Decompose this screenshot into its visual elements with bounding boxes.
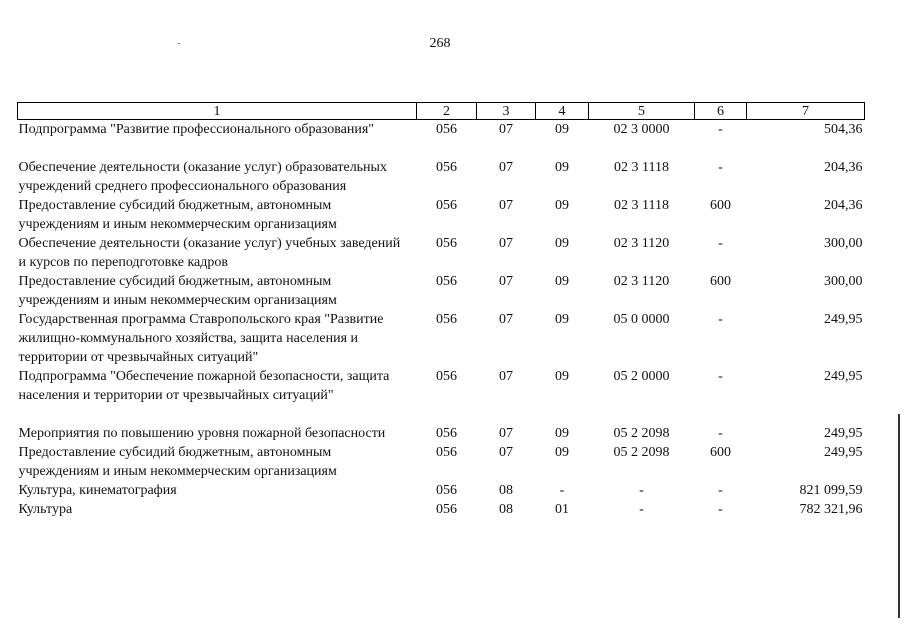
row-section-cell: 07 <box>499 312 513 327</box>
row-target-item-cell: - <box>639 483 644 498</box>
row-expense-type-cell: - <box>718 236 723 251</box>
table-row <box>18 424 865 443</box>
row-admin-code-cell: 056 <box>436 274 457 289</box>
row-section-cell: 07 <box>499 445 513 460</box>
header-row <box>18 103 865 120</box>
row-name-cell: Подпрограмма "Обеспечение пожарной безопасности, защита населения и территории от чрезвычайных ситуаций" <box>18 369 390 403</box>
row-expense-type-cell: - <box>718 369 723 384</box>
row-amount-cell: 782 321,96 <box>799 502 863 517</box>
row-admin-code-cell: 056 <box>436 160 457 175</box>
row-section-cell: 07 <box>499 122 513 137</box>
header-col-4: 4 <box>536 103 589 120</box>
table-row <box>18 310 865 367</box>
row-subsection-cell: 09 <box>555 426 569 441</box>
row-admin-code-cell: 056 <box>436 483 457 498</box>
row-name-cell: Культура, кинематография <box>18 483 177 498</box>
table-body <box>18 120 865 520</box>
row-amount-cell: 249,95 <box>824 445 863 460</box>
row-target-item-cell: 05 0 0000 <box>613 312 670 327</box>
table-row <box>18 367 865 405</box>
row-expense-type-cell: 600 <box>710 274 731 289</box>
row-name-cell: Предоставление субсидий бюджетным, автономным учреждениям и иным некоммерческим организациям <box>18 274 337 308</box>
row-subsection-cell: 09 <box>555 236 569 251</box>
row-section-cell: 08 <box>499 483 513 498</box>
row-target-item-cell: 05 2 2098 <box>613 426 670 441</box>
row-admin-code-cell: 056 <box>436 445 457 460</box>
row-admin-code-cell: 056 <box>436 122 457 137</box>
row-expense-type-cell: - <box>718 312 723 327</box>
row-amount-cell: 300,00 <box>824 274 863 289</box>
row-name-cell: Обеспечение деятельности (оказание услуг) образовательных учреждений среднего профессионального образования <box>18 160 387 194</box>
row-admin-code-cell: 056 <box>436 502 457 517</box>
row-target-item-cell: 05 2 2098 <box>613 445 670 460</box>
row-target-item-cell: 02 3 1120 <box>613 274 670 289</box>
row-amount-cell: 249,95 <box>824 369 863 384</box>
row-expense-type-cell: - <box>718 502 723 517</box>
row-expense-type-cell: - <box>718 426 723 441</box>
header-col-6: 6 <box>695 103 747 120</box>
table-row <box>18 272 865 310</box>
spacer-cell <box>18 405 865 424</box>
row-subsection-cell: - <box>559 483 565 498</box>
row-name-cell: Подпрограмма "Развитие профессионального образования" <box>18 122 374 137</box>
spacer-row <box>18 139 865 158</box>
row-expense-type-cell: - <box>718 160 723 175</box>
row-subsection-cell: 09 <box>555 369 569 384</box>
row-name-cell: Предоставление субсидий бюджетным, автономным учреждениям и иным некоммерческим организациям <box>18 445 337 479</box>
table-row <box>18 443 865 481</box>
header-col-2: 2 <box>417 103 477 120</box>
budget-table <box>17 102 865 519</box>
row-admin-code-cell: 056 <box>436 369 457 384</box>
row-subsection-cell: 09 <box>555 160 569 175</box>
spacer-row <box>18 405 865 424</box>
row-target-item-cell: 02 3 1118 <box>614 160 669 175</box>
row-name-cell: Государственная программа Ставропольского края "Развитие жилищно-коммунального хозяйства, защита населения и территории от чрезвычайных ситуаций" <box>18 312 384 365</box>
table-row <box>18 120 865 140</box>
row-section-cell: 07 <box>499 369 513 384</box>
row-section-cell: 07 <box>499 236 513 251</box>
row-amount-cell: 249,95 <box>824 426 863 441</box>
table-row <box>18 500 865 519</box>
scan-edge-line <box>898 414 900 618</box>
table-header <box>18 103 865 120</box>
row-name-cell: Мероприятия по повышению уровня пожарной безопасности <box>18 426 386 441</box>
row-subsection-cell: 09 <box>555 122 569 137</box>
row-name-cell: Обеспечение деятельности (оказание услуг) учебных заведений и курсов по переподготовке кадров <box>18 236 401 270</box>
row-subsection-cell: 09 <box>555 445 569 460</box>
row-name-cell: Предоставление субсидий бюджетным, автономным учреждениям и иным некоммерческим организациям <box>18 198 337 232</box>
row-expense-type-cell: - <box>718 483 723 498</box>
header-col-7: 7 <box>747 103 865 120</box>
scan-speck <box>178 43 180 44</box>
header-col-5: 5 <box>589 103 695 120</box>
row-amount-cell: 204,36 <box>824 160 863 175</box>
row-section-cell: 07 <box>499 198 513 213</box>
row-amount-cell: 821 099,59 <box>799 483 863 498</box>
row-amount-cell: 300,00 <box>824 236 863 251</box>
row-target-item-cell: 02 3 1120 <box>613 236 670 251</box>
row-admin-code-cell: 056 <box>436 312 457 327</box>
row-section-cell: 08 <box>499 502 513 517</box>
row-target-item-cell: - <box>639 502 644 517</box>
row-target-item-cell: 02 3 1118 <box>614 198 669 213</box>
row-subsection-cell: 09 <box>555 198 569 213</box>
row-subsection-cell: 09 <box>555 312 569 327</box>
row-admin-code-cell: 056 <box>436 236 457 251</box>
row-section-cell: 07 <box>499 426 513 441</box>
table-row <box>18 234 865 272</box>
row-amount-cell: 249,95 <box>824 312 863 327</box>
table-row <box>18 158 865 196</box>
row-section-cell: 07 <box>499 274 513 289</box>
header-col-1: 1 <box>18 103 417 120</box>
row-subsection-cell: 01 <box>555 502 569 517</box>
row-admin-code-cell: 056 <box>436 198 457 213</box>
row-target-item-cell: 05 2 0000 <box>613 369 670 384</box>
page-number: 268 <box>429 36 451 51</box>
row-name-cell: Культура <box>18 502 73 517</box>
row-amount-cell: 204,36 <box>824 198 863 213</box>
row-expense-type-cell: 600 <box>710 445 731 460</box>
row-expense-type-cell: 600 <box>710 198 731 213</box>
row-amount-cell: 504,36 <box>824 122 863 137</box>
table-row <box>18 196 865 234</box>
row-admin-code-cell: 056 <box>436 426 457 441</box>
row-section-cell: 07 <box>499 160 513 175</box>
spacer-cell <box>18 139 865 158</box>
row-target-item-cell: 02 3 0000 <box>613 122 670 137</box>
row-expense-type-cell: - <box>718 122 723 137</box>
row-subsection-cell: 09 <box>555 274 569 289</box>
header-col-3: 3 <box>477 103 536 120</box>
table-row <box>18 481 865 500</box>
